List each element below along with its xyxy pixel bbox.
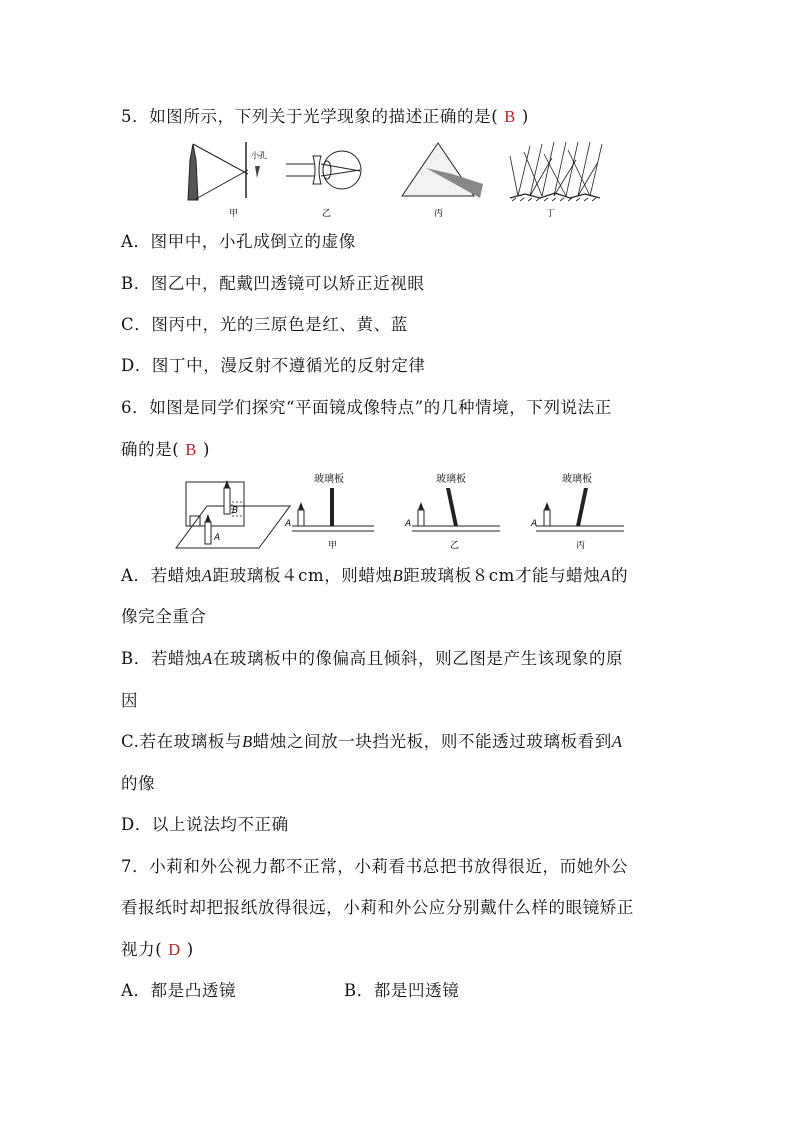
q5-option-c: C．图丙中，光的三原色是红、黄、蓝: [121, 315, 408, 334]
q6a-t4: 距玻璃板８cm才能与蜡烛: [403, 566, 601, 585]
q6a-t0: A．若蜡烛: [121, 566, 202, 585]
q6a-t6: 的: [611, 566, 629, 585]
q7-line3: [121, 939, 194, 961]
fig-jia-letter-a: A: [285, 519, 292, 529]
q7-option-a: A．都是凸透镜: [121, 981, 237, 1000]
q7-line1: 7．小莉和外公视力都不正常，小莉看书总把书放得很近，而她外公: [121, 857, 628, 876]
q6-stem-line2: [121, 439, 210, 461]
q6-close: ): [202, 440, 210, 459]
fig-label-jia-6: 甲: [328, 541, 338, 551]
q6-stem-line2-text: 确的是(: [121, 440, 180, 459]
q6-option-a-line1: [121, 565, 628, 587]
fig-label-bing-6: 丙: [576, 541, 586, 551]
plate-label-bing: 玻璃板: [562, 474, 592, 485]
q6a-t1: A: [201, 566, 213, 585]
q5-stem: [121, 106, 529, 128]
q6b-t0: B．若蜡烛: [121, 649, 203, 668]
q6-figure: [172, 470, 632, 558]
q6c-t3: A: [611, 732, 623, 751]
q5-figure: [180, 138, 620, 220]
fig-label-jia: 甲: [229, 209, 239, 219]
fig-letter-a: A: [214, 533, 221, 543]
q5-option-a: A．图甲中，小孔成倒立的虚像: [121, 232, 356, 251]
fig-bing-prism: [402, 143, 483, 219]
q6b-t1: A: [202, 649, 213, 668]
q6c-t0: C.若在玻璃板与: [121, 732, 243, 751]
fig-label-ding: 丁: [546, 209, 556, 219]
q6-option-c-line2: 的像: [121, 774, 156, 793]
fig-label-bing: 丙: [434, 209, 444, 219]
plate-label-jia: 玻璃板: [314, 474, 344, 485]
fig-label-yi-6: 乙: [450, 541, 460, 551]
fig-label-yi: 乙: [322, 209, 332, 219]
q6b-t2: 在玻璃板中的像偏高且倾斜，则乙图是产生该现象的原: [212, 649, 624, 668]
q5-answer: B: [504, 107, 516, 126]
fig-bing-tilted-plate: [530, 472, 624, 551]
q6-answer: B: [185, 440, 197, 459]
fig-ding-diffuse-reflection: [510, 142, 602, 219]
q5-stem-text: 5．如图所示，下列关于光学现象的描述正确的是(: [121, 107, 499, 126]
fig-yi-eye-lens: [286, 151, 361, 219]
q6-option-c-line1: [121, 731, 623, 753]
q6-option-a-line2: 像完全重合: [121, 607, 207, 626]
q7-line2: 看报纸时却把报纸放得很远，小莉和外公应分别戴什么样的眼镜矫正: [121, 898, 634, 917]
q7-close: ): [186, 940, 194, 959]
q7-answer: D: [168, 940, 181, 959]
q6-option-b-line1: [121, 648, 623, 670]
q6a-t3: B: [392, 566, 404, 585]
q6c-t2: 蜡烛之间放一块挡光板，则不能透过玻璃板看到: [252, 732, 612, 751]
q7-line3-text: 视力(: [121, 940, 163, 959]
plate-label-yi: 玻璃板: [436, 474, 466, 485]
fig-letter-b: B: [232, 506, 239, 516]
q6-stem-line1: 6．如图是同学们探究“平面镜成像特点”的几种情境，下列说法正: [121, 398, 612, 417]
fig-jia-pinhole: [188, 142, 267, 219]
fig-yi-tilted-plate: [404, 472, 500, 551]
q5-option-d: D．图丁中，漫反射不遵循光的反射定律: [121, 356, 426, 375]
q7-option-b: B．都是凹透镜: [344, 981, 460, 1000]
q6c-t1: B: [242, 732, 253, 751]
q6a-t2: 距玻璃板４cm，则蜡烛: [212, 566, 393, 585]
fig-yi-letter-a: A: [405, 519, 412, 529]
q6a-t5: A: [600, 566, 612, 585]
fig-3d-setup: [176, 480, 290, 548]
fig-bing-letter-a: A: [531, 519, 538, 529]
fig-jia-vertical-plate: [284, 472, 374, 551]
q5-option-b: B．图乙中，配戴凹透镜可以矫正近视眼: [121, 274, 425, 293]
hole-label: 小孔: [251, 151, 267, 160]
q5-close: ): [521, 107, 529, 126]
q6-option-d: D．以上说法均不正确: [121, 815, 289, 834]
q6-option-b-line2: 因: [121, 691, 139, 710]
